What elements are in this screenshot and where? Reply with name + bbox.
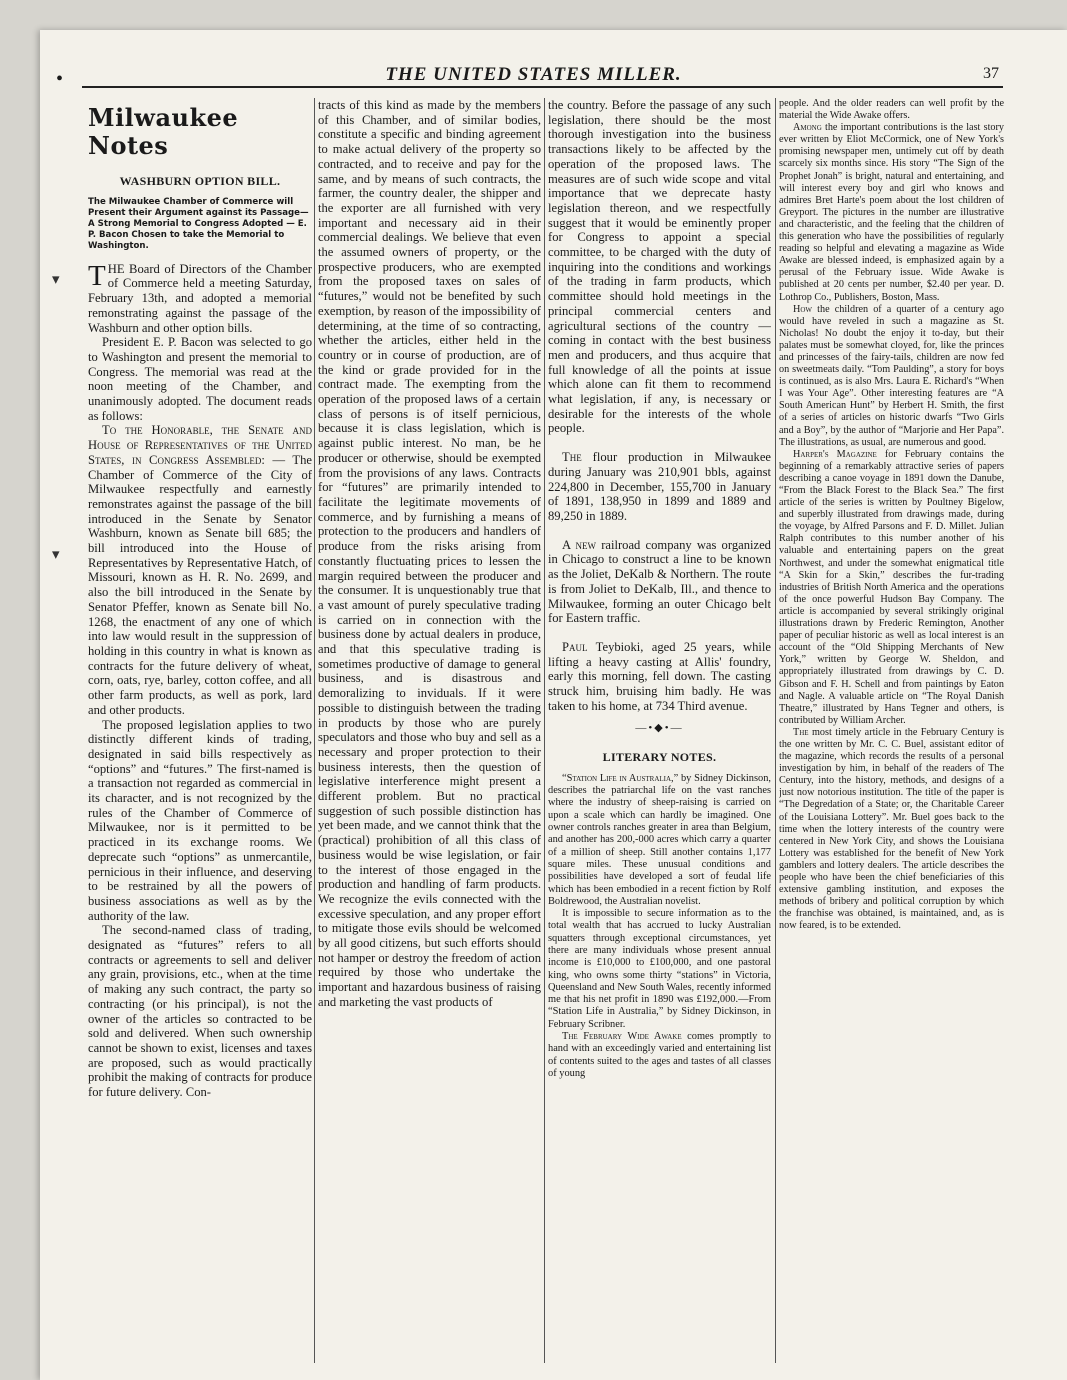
literary-notes <box>548 773 771 1080</box>
salutation: To the Honorable, the Senate and House of Representatives of the United States, in Congress Assembled: <box>88 423 312 467</box>
column-rule <box>544 98 545 1363</box>
section-divider: —•◆•— <box>635 722 684 735</box>
column-3 <box>548 98 771 1368</box>
literary-note: The February Wide Awake comes promptly to hand with an exceedingly varied and entertaining list of contents suited to the ages and tastes of all classes of young <box>548 1031 771 1079</box>
literary-notes-headline: LITERARY NOTES. <box>602 750 717 765</box>
news-item: The flour production in Milwaukee during January was 210,901 bbls, against 224,800 in December, 155,700 in January of 1891, 138,950 in 1899 and 1889 and 89,250 in 1889. <box>548 450 771 523</box>
article-paragraph: THE Board of Directors of the Chamber of Commerce held a meeting Saturday, February 13th, and adopted a memorial remonstrating against the passage of the Washburn and other option bills. <box>88 259 312 335</box>
literary-note: people. And the older readers can well profit by the material the Wide Awake offers. <box>779 98 1004 122</box>
margin-mark: ▾ <box>52 547 60 563</box>
article-paragraph: President E. P. Bacon was selected to go to Washington and present the memorial to Congress. The memorial was read at the noon meeting of the Chamber, and unanimously adopted. The document reads as follows: <box>88 335 312 423</box>
article-paragraph: the country. Before the passage of any such legislation, there should be the most thorough investigation into the business transactions likely to be affected by the operation of the proposed laws. The measures are of such wide scope and vital importance that we deprecate hasty legislation thereon, and we respectfully suggest that it would be eminently proper for Congress to appoint a special committee, to be charged with the duty of inquiring into the conditions and workings of the trading in farm products, which committee should hold meetings in the principal commercial centers and agricultural sections of the country — coming in contact with the best business men and producers, and thus acquire that full knowledge of all the points at issue which alone can fit them to recommend what legislation, if any, is necessary or desirable for the interests of the whole people. <box>548 98 771 436</box>
news-item: A new railroad company was organized in Chicago to construct a line to be known as the Joliet, DeKalb & Northern. The route is from Joliet to DeKalb, Ill., and thence to Milwaukee, forming an outer Chicago belt for Eastern traffic. <box>548 537 771 626</box>
column-rule <box>314 98 315 1363</box>
publication-title: THE UNITED STATES MILLER. <box>385 64 682 85</box>
article-paragraph: The second-named class of trading, designated as “futures” refers to all contracts or agreements to sell and deliver any grain, provisions, etc., when at the time of making any such contract, the party so contracting (or his principal), is not the owner of the articles so contracted to be sold and delivered. When such ownership cannot be shown to exist, licenses and taxes are proposed, such as would practically prohibit the making of contracts for produce for future delivery. Con- <box>88 923 312 1100</box>
news-item: Paul Teybioki, aged 25 years, while lifting a heavy casting at Allis' foundry, early this morning, fell down. The casting struck him, bruising him badly. He was taken to his home, at 734 Third avenue. <box>548 639 771 713</box>
article-paragraph: To the Honorable, the Senate and House of Representatives of the United States, in Congress Assembled: — The Chamber of Commerce of the City of Milwaukee respectfully and earnestly remonstrates against the passage of the bill introduced in the Senate by Senator Washburn, known as Senate bill 685; the bill introduced into the House of Representatives by Representative Hatch, of Missouri, known as H. R. No. 2699, and also the bill introduced in the Senate by Senator Pfeffer, known as Senate bill No. 1268, the enactment of any one of which into law would result in the suppression of holding in this country in what is known as contracts for the future delivery of wheat, corn, oats, rye, barley, cotton coffee, and all other farm products, as well as pork, lard and other products. <box>88 423 312 717</box>
article-headline: WASHBURN OPTION BILL. <box>119 174 281 188</box>
margin-mark: ▾ <box>52 272 60 288</box>
literary-note: The most timely article in the February Century is the one written by Mr. C. C. Buel, assistant editor of the magazine, which records the results of a personal investigation by him, in behalf of the readers of The Century, into the history, methods, and designs of a just now notorious institution. The title of the paper is “The Degredation of a State; or, the Charitable Career of the Louisiana Lottery”. Mr. Buel goes back to the time when the lottery interests of the country were centered in New York City, and shows the Louisiana Lottery was established for the benefit of New York gamblers and lottery dealers. The article describes the people who have been the chief beneficiaries of this extensive gambling institution, and exposes the methods of bribery and political corruption by which the franchise was obtained, is maintained, and, as is now feared, is to be extended. <box>779 726 1004 932</box>
literary-note: “Station Life in Australia,” by Sidney Dickinson, describes the patriarchal life on the vast ranches where the industry of sheep-raising is carried on upon a scale which can hardly be imagined. One owner controls ranches greater in area than Belgium, and another has 200,-000 acres which carry a quarter of a million of sheep. Still another contains 1,177 square miles. These unusual conditions and possibilities have developed a sort of feudal life which has been embodied in a recent fiction by Rolf Boldrewood, the Australian novelist. <box>548 772 771 907</box>
column-1 <box>88 98 312 1368</box>
column-rule <box>775 98 776 1363</box>
page-number: 37 <box>983 65 999 82</box>
literary-note: How the children of a quarter of a century ago would have reveled in such a magazine as St. Nicholas! No doubt the enjoy it to-day, but their palates must be somewhat cloyed, for, like the princes and princesses of the fairy-tails, children are now fed on sweetmeats daily. “Tom Paulding”, a story for boys is continued, as is also Mrs. Laura E. Richard's “When I was Your Age”. Other interesting features are “A South American Hunt” by Herbert H. Smith, the first of a series of articles on historic dwarfs “Two Girls and a Boy”, by the author of “Marjorie and Her Papa”. The illustrations, as usual, are numerous and good. <box>779 303 1004 448</box>
header-rule <box>82 86 1003 88</box>
column-2 <box>318 98 541 1368</box>
column-4 <box>779 98 1004 1368</box>
literary-note: It is impossible to secure information as to the total wealth that has accrued to lucky Australian squatters through exceptional circumstances, yet there are many individuals whose present annual income is £10,000 to £100,000, and one pastoral king, who owns some thirty “stations” in Victoria, Queensland and New South Wales, recently informed me that his net profit in 1890 was £192,000.—From “Station Life in Australia,” by Sidney Dickinson, in February Scribner. <box>548 908 771 1030</box>
drop-cap: T <box>88 259 106 292</box>
article-paragraph: tracts of this kind as made by the members of this Chamber, and of similar bodies, constitute a specific and binding agreement to make actual delivery of the property so contracted, and to receive and pay for the same, and by means of such contracts, the farmer, the country dealer, the shipper and the exporter are all furnished with very important and necessary aid in their commercial dealings. We believe that even the assumed owners of property, or the prospective producers, who are exempted from the proposed taxes on sales of “futures,” would not be benefited by such exemption, by reason of the impossibility of determining, at the time of so contracting, whether the articles, either held in the country or in course of production, are of the kind or grade provided for in the contract made. The exempting from the operation of the proposed laws of a certain class of persons is of itself pernicious, because it is class legislation, which is against public interest. No man, be he producer or otherwise, should be exempted from the provisions of any laws. Contracts for “futures” are primarily intended to facilitate the legitimate movements of commerce, and by furnishing a means of protection to the producers and handlers of produce from the risks arising from constantly fluctuating prices to lessen the margin required between the producer and the consumer. It is unquestionably true that a vast amount of purely speculative trading is carried on in connection with the business done by actual dealers in produce, and that this speculative trading is sometimes productive of damage to general business, and is disastrous and demoralizing to inviduals. If it were possible to distinguish between the trading in products by those who are purely speculators and those who buy and sell as a necessary and proper protection to their business interests, then the question of legislative interference might present a different problem. But no practical suggestion of such possible distinction has yet been made, and we cannot think that the (practical) prohibition of all this class of business would be wise legislation, or fair to the interest of those engaged in the production and handling of farm products. We recognize the evils connected with the excessive speculation, and any proper effort to mitigate those evils should be welcomed by all good citizens, but such efforts should not hamper or destroy the freedom of action required by those who undertake the important and hazardous business of raising and marketing the vast products of <box>318 98 541 1009</box>
literary-note: Harper's Magazine for February contains the beginning of a remarkably attractive series of papers describing a canoe voyage in 1891 down the Danube, “From the Black Forest to the Black Sea.” The first article of the series is written by Poultney Bigelow, and superbly illustrated from drawings made, during the voyage, by Alfred Parsons and F. D. Millet. Julian Ralph contributes to this number another of his valuable and entertaining papers on the great Northwest, and under the somewhat enigmatical title “A Skin for a Skin,” describes the fur-trading industries of British North America and the operations of the once powerful Hudson Bay Company. The article is accompanied by several strikingly original illustrations drawn by Frederic Remington, Another paper of peculiar historic as well as local interest is an account of the “Old Shipping Merchants of New York,” written by George W. Sheldon, and appropriately illustrated from drawings by C. D. Gibson and F. H. Schell and from paintings by Eaton and Nagle. A valuable article on “The Royal Danish Theatre,” illustrated by Hans Tegner and others, is contributed by William Archer. <box>779 448 1004 726</box>
article-paragraph: The proposed legislation applies to two distinctly different kinds of trading, designated in said bills respectively as “options” and “futures.” The first-named is a transaction not regarded as commercial in its character, and is not recognized by the rules of the Chamber of Commerce of Milwaukee, nor is it permitted to be practiced in its exchange rooms. We deprecate such “options” as unmercantile, pernicious in their influence, and deserving to be restrained by all the powers of business associations as well as by the authority of the law. <box>88 717 312 923</box>
margin-dot: • <box>56 68 64 90</box>
section-masthead: Milwaukee Notes <box>88 103 239 160</box>
page-header <box>40 32 1027 90</box>
literary-note: Among the important contributions is the last story ever written by Eliot McCormick, one of New York's promising newspaper men, untimely cut off by death scarcely six months since. His story “The Sign of the Prophet Jonah” is bright, natural and entertaining, and will interest every boy and girl who knows and admires Bret Harte's poem about the lost children of Greyport. The pictures in the number are illustrative and characteristic, and the feeling that the children of this generation who have the possibilities of regularly reading so helpful and elevating a magazine as Wide Awake are blessed indeed, is emphasized again by a perusal of the February issue. Wide Awake is published at 20 cents per number, $2.40 per year. D. Lothrop Co., Publishers, Boston, Mass. <box>779 122 1004 303</box>
article-deck: The Milwaukee Chamber of Commerce will Present their Argument against its Passage—A Strong Memorial to Congress Adopted — E. P. Bacon Chosen to take the Memorial to Washington. <box>88 196 309 251</box>
